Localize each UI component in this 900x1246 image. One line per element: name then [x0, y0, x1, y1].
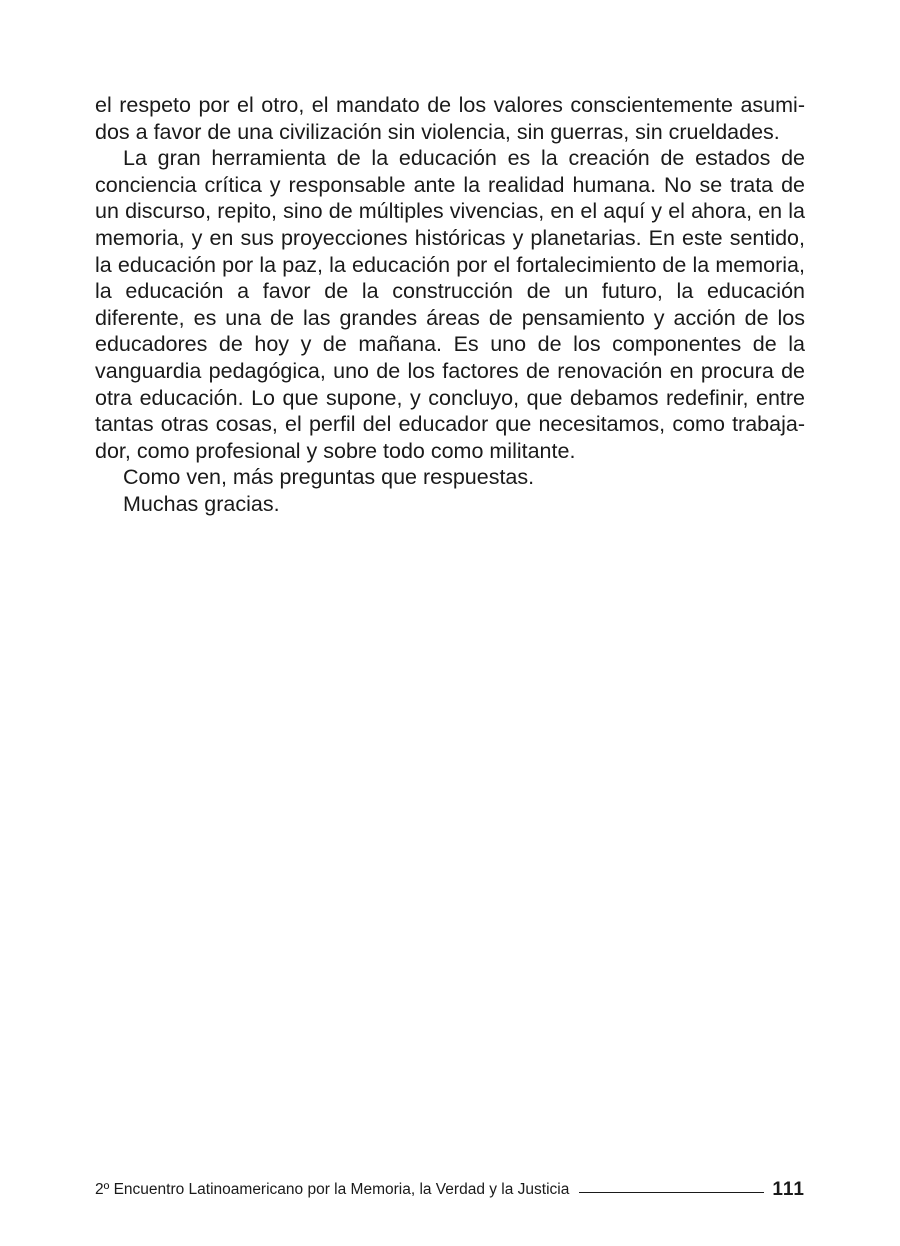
page-number: 111 — [772, 1179, 805, 1200]
paragraph-4: Muchas gracias. — [123, 491, 280, 516]
paragraph-1: el respeto por el otro, el mandato de los valores conscientemente asumidos a favor de una civilización sin violencia, sin guerras, sin crueldades. — [95, 93, 805, 144]
paragraph-2: La gran herramienta de la educación es la creación de estados de conciencia crítica y responsable ante la realidad humana. No se trata de un discurso, repito, sino de múltiples vivencias, en el aquí y el ahora, en la memoria, y en sus proyecciones históricas y planetarias. En este sentido, la educación por la paz, la educación por el fortalecimiento de la memoria, la educación a favor de la construcción de un futuro, la educación diferente, es una de las grandes áreas de pensamiento y acción de los educadores de hoy y de mañana. Es uno de los componentes de la vanguardia pedagógica, uno de los factores de renovación en procura de otra educación. Lo que supone, y concluyo, que debamos redefinir, entre tantas otras cosas, el perfil del educador que necesitamos, como trabajador, como profesional y sobre todo como militante. — [95, 146, 805, 463]
footer-title: 2º Encuentro Latinoamericano por la Memoria, la Verdad y la Justicia — [95, 1181, 570, 1198]
paragraph-3: Como ven, más preguntas que respuestas. — [123, 465, 535, 490]
footer-rule — [579, 1192, 764, 1193]
page-footer — [95, 1176, 805, 1204]
body-text — [95, 92, 805, 518]
